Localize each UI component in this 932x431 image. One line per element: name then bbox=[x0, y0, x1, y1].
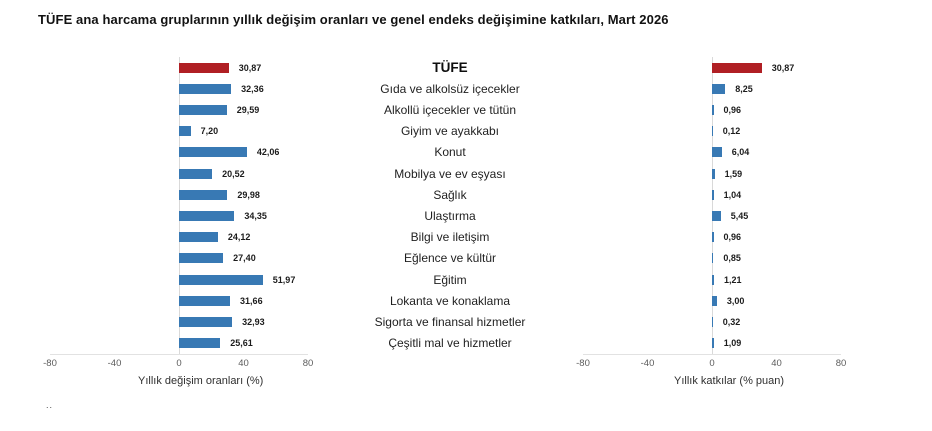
bar-value-label: 7,20 bbox=[200, 126, 219, 137]
x-axis-tick-label: 0 bbox=[176, 358, 182, 369]
category-labels-column bbox=[320, 57, 580, 354]
bar bbox=[179, 105, 227, 115]
bar-row bbox=[50, 121, 308, 142]
bar-row bbox=[50, 78, 308, 99]
contribution-x-axis bbox=[576, 358, 847, 372]
legend-swatch-icon bbox=[656, 376, 667, 387]
bar bbox=[179, 253, 223, 263]
annual-change-plot-area bbox=[50, 57, 308, 355]
x-axis-tick-label: 80 bbox=[302, 358, 314, 369]
x-axis-tick-label: -40 bbox=[107, 358, 122, 369]
bar-value-label: 0,32 bbox=[722, 317, 741, 328]
bar-row bbox=[50, 311, 308, 332]
bar bbox=[179, 84, 231, 94]
bar-row bbox=[583, 205, 841, 226]
bar-value-label: 3,00 bbox=[726, 295, 745, 306]
bar-value-label: 30,87 bbox=[771, 62, 795, 73]
contribution-legend bbox=[656, 375, 784, 387]
bar bbox=[712, 296, 717, 306]
footnote-mark: .. bbox=[46, 400, 54, 410]
bar-value-label: 5,45 bbox=[730, 211, 749, 222]
bar bbox=[179, 211, 234, 221]
legend-label: Yıllık değişim oranları (%) bbox=[138, 375, 264, 387]
x-axis-tick-label: 0 bbox=[709, 358, 715, 369]
bar-value-label: 6,04 bbox=[731, 147, 750, 158]
bar-value-label: 8,25 bbox=[735, 83, 753, 94]
annual-change-x-axis bbox=[43, 358, 314, 372]
category-label-tufe: TÜFE bbox=[432, 60, 468, 76]
category-label: Çeşitli mal ve hizmetler bbox=[388, 336, 512, 351]
bar-row bbox=[50, 248, 308, 269]
bar bbox=[179, 338, 220, 348]
bar-row bbox=[50, 333, 308, 354]
bar-value-label: 51,97 bbox=[272, 274, 296, 285]
bar bbox=[712, 338, 714, 348]
bar bbox=[712, 317, 713, 327]
bar-value-label: 30,87 bbox=[238, 62, 262, 73]
bar bbox=[712, 169, 715, 179]
bar-row bbox=[583, 99, 841, 120]
category-label: Lokanta ve konaklama bbox=[389, 293, 511, 308]
bar-row bbox=[583, 290, 841, 311]
category-label: Sigorta ve finansal hizmetler bbox=[374, 315, 526, 330]
bar-value-label: 1,04 bbox=[723, 189, 742, 200]
bar bbox=[179, 296, 230, 306]
bar-value-label: 32,93 bbox=[242, 317, 265, 328]
bar bbox=[179, 317, 232, 327]
bar bbox=[179, 126, 191, 136]
bar-row bbox=[583, 163, 841, 184]
category-label: Eğlence ve kültür bbox=[403, 251, 497, 266]
bar bbox=[179, 190, 227, 200]
bar bbox=[179, 147, 247, 157]
category-label: Alkollü içecekler ve tütün bbox=[383, 103, 517, 117]
bar bbox=[712, 105, 714, 115]
bar-row bbox=[583, 311, 841, 332]
bar-row bbox=[50, 290, 308, 311]
bar-value-label: 29,98 bbox=[237, 189, 260, 200]
bar-value-label: 0,12 bbox=[722, 126, 741, 137]
bar-row bbox=[50, 142, 308, 163]
bar-value-label: 29,59 bbox=[236, 105, 260, 115]
bar-row bbox=[583, 184, 841, 205]
bar bbox=[712, 275, 714, 285]
x-axis-tick-label: -80 bbox=[576, 358, 590, 369]
bar-row bbox=[50, 205, 308, 226]
bar bbox=[179, 169, 212, 179]
contribution-chart bbox=[576, 57, 847, 369]
bar-value-label: 32,36 bbox=[241, 83, 264, 94]
bar-row bbox=[583, 269, 841, 290]
bar-value-label: 25,61 bbox=[230, 338, 253, 349]
category-label: Bilgi ve iletişim bbox=[410, 230, 490, 245]
bar-value-label: 0,96 bbox=[723, 232, 742, 243]
bar-row bbox=[583, 142, 841, 163]
bar-row bbox=[50, 163, 308, 184]
bar-row bbox=[50, 99, 308, 120]
x-axis-tick-label: 80 bbox=[835, 358, 847, 369]
page-title: TÜFE ana harcama gruplarının yıllık değişim oranları ve genel endeks değişimine katkıları, Mart 2026 bbox=[38, 12, 669, 27]
bar-row bbox=[583, 57, 841, 78]
bar-value-label: 1,59 bbox=[724, 168, 743, 179]
category-label: Mobilya ve ev eşyası bbox=[394, 166, 506, 181]
bar bbox=[712, 84, 725, 94]
bar bbox=[179, 275, 263, 285]
bar-row bbox=[583, 248, 841, 269]
legend-swatch-icon bbox=[120, 376, 131, 387]
bar-value-label: 34,35 bbox=[244, 211, 267, 222]
bar-row bbox=[583, 78, 841, 99]
x-axis-tick-label: 40 bbox=[238, 358, 249, 369]
x-axis-tick-label: -40 bbox=[640, 358, 655, 369]
legend-label: Yıllık katkılar (% puan) bbox=[674, 375, 785, 387]
x-axis-tick-label: 40 bbox=[771, 358, 782, 369]
highlight-bar bbox=[179, 63, 229, 73]
bar-value-label: 0,85 bbox=[723, 253, 741, 264]
bar-value-label: 1,21 bbox=[723, 274, 742, 285]
category-label: Giyim ve ayakkabı bbox=[400, 124, 500, 139]
bar bbox=[179, 232, 218, 242]
bar-value-label: 31,66 bbox=[240, 295, 263, 306]
contribution-plot-area bbox=[583, 57, 841, 355]
bar bbox=[712, 232, 714, 242]
bar-row bbox=[583, 227, 841, 248]
bar-value-label: 0,96 bbox=[723, 105, 742, 115]
bar bbox=[712, 126, 713, 136]
bar-row bbox=[583, 121, 841, 142]
category-label: Ulaştırma bbox=[424, 209, 476, 224]
bar-row bbox=[50, 57, 308, 78]
bar-value-label: 42,06 bbox=[256, 147, 280, 158]
category-label: Sağlık bbox=[433, 187, 467, 202]
bar-value-label: 20,52 bbox=[222, 168, 245, 179]
category-label: Gıda ve alkolsüz içecekler bbox=[380, 81, 520, 96]
bar-row bbox=[583, 333, 841, 354]
annual-change-legend bbox=[120, 375, 263, 387]
bar bbox=[712, 147, 722, 157]
bar-row bbox=[50, 269, 308, 290]
bar bbox=[712, 253, 713, 263]
annual-change-chart bbox=[43, 57, 314, 369]
category-label: Konut bbox=[434, 145, 466, 160]
bar-value-label: 27,40 bbox=[233, 253, 256, 264]
bar-row bbox=[50, 227, 308, 248]
bar-value-label: 1,09 bbox=[723, 338, 742, 349]
x-axis-tick-label: -80 bbox=[43, 358, 57, 369]
bar-value-label: 24,12 bbox=[227, 232, 251, 243]
bar bbox=[712, 190, 714, 200]
bar bbox=[712, 211, 721, 221]
category-label: Eğitim bbox=[433, 272, 467, 287]
highlight-bar bbox=[712, 63, 762, 73]
bar-row bbox=[50, 184, 308, 205]
